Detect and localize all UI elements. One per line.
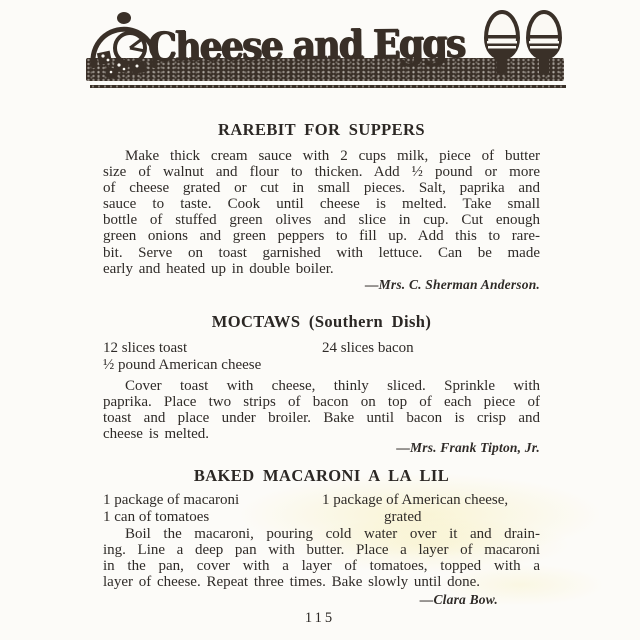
- eggs-in-cups-icon: [480, 8, 564, 86]
- text-line: sauce to taste. Cook until cheese is melted. Take small: [103, 196, 540, 213]
- recipe-body-rarebit: [103, 148, 540, 277]
- text-line: Make thick cream sauce with 2 cups milk, piece of butter: [125, 148, 540, 164]
- ingredients-macaroni-col2: [322, 492, 508, 525]
- ingredients-moctaws-col2: [322, 340, 414, 357]
- recipe-body-baked-macaroni: [103, 526, 540, 590]
- text-line: bit. Serve on toast garnished with lettuce. Can be made: [103, 244, 540, 261]
- text-line: layer of cheese. Repeat three times. Bake slowly until done.: [103, 574, 481, 591]
- recipe-title-moctaws: MOCTAWS (Southern Dish): [211, 312, 432, 331]
- ingredient-line: 24 slices bacon: [322, 340, 414, 356]
- text-line: Boil the macaroni, pouring cold water over it and drain-: [125, 526, 540, 542]
- text-line: Cover toast with cheese, thinly sliced. Sprinkle with: [125, 378, 540, 394]
- ingredient-line: ½ pound American cheese: [103, 356, 262, 373]
- text-line: size of walnut and flour to thicken. Add ½ pound or more: [103, 164, 540, 181]
- text-line: paprika. Place two strips of bacon on top of each piece of: [103, 394, 540, 411]
- ingredients-moctaws-col1: [103, 340, 261, 373]
- chapter-banner: [84, 8, 572, 94]
- text-line: toast and place under broiler. Bake until bacon is crisp and: [103, 410, 540, 427]
- ingredient-line: grated: [384, 508, 422, 525]
- page-number: 115: [304, 610, 336, 626]
- ingredient-line: 12 slices toast: [103, 340, 188, 356]
- recipe-body-moctaws: [103, 378, 540, 442]
- ingredients-macaroni-col1: [103, 492, 239, 525]
- ingredient-line: 1 package of macaroni: [103, 492, 240, 508]
- text-line: early and heated up in double boiler.: [103, 260, 334, 277]
- chapter-title: Cheese and Eggs: [147, 20, 465, 70]
- text-line: ing. Line a deep pan with butter. Place a layer of macaroni: [103, 542, 540, 559]
- attribution-baked-macaroni: —Clara Bow.: [419, 592, 498, 607]
- recipe-title-baked-macaroni: BAKED MACARONI A LA LIL: [193, 466, 450, 485]
- recipe-title-rarebit: RAREBIT FOR SUPPERS: [218, 120, 425, 139]
- text-line: of cheese grated or cut in small pieces. Salt, paprika and: [103, 180, 540, 197]
- attribution-moctaws: —Mrs. Frank Tipton, Jr.: [396, 440, 540, 455]
- text-line: bottle of stuffed green olives and slice in cup. Cut enough: [103, 212, 540, 229]
- text-line: green onions and green peppers to fill up. Add this to rare-: [103, 228, 540, 245]
- ingredient-line: 1 package of American cheese,: [322, 492, 509, 508]
- text-line: cheese is melted.: [103, 426, 210, 443]
- text-line: in the pan, cover with a layer of tomatoes, topped with a: [103, 558, 540, 575]
- attribution-rarebit: —Mrs. C. Sherman Anderson.: [364, 277, 540, 292]
- ingredient-line: 1 can of tomatoes: [103, 508, 210, 525]
